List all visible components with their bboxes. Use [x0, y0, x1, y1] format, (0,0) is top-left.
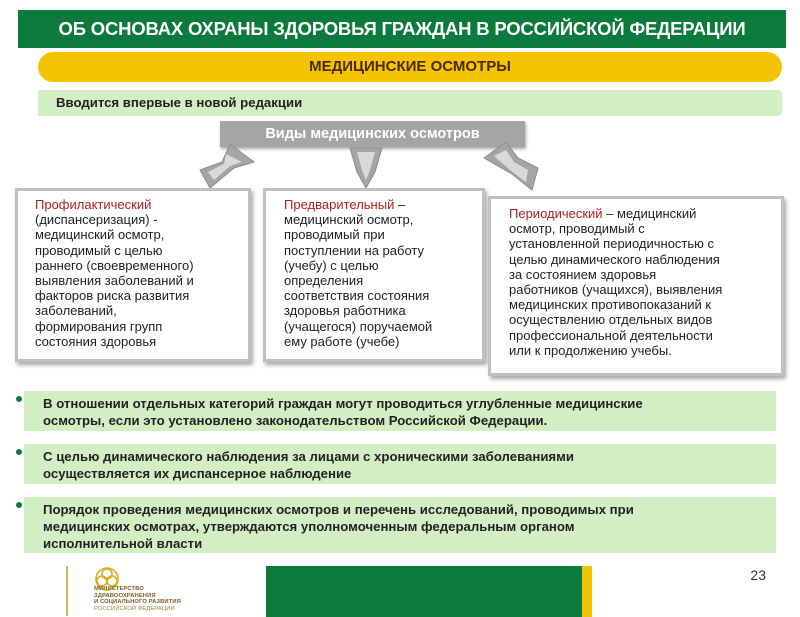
- note-line: Порядок проведения медицинских осмотров и перечень исследований, проводимых при: [43, 502, 634, 517]
- types-header: Виды медицинских осмотров: [220, 121, 525, 147]
- card-line: состояния здоровья: [35, 333, 157, 349]
- card-line: (учащегося) поручаемой: [284, 318, 433, 334]
- card-line: поступлении на работу: [284, 242, 425, 258]
- card-term: Профилактический: [35, 197, 152, 212]
- footer-yellow-block: [582, 566, 592, 617]
- section-subtitle: МЕДИЦИНСКИЕ ОСМОТРЫ: [38, 52, 782, 82]
- card-term-rest: – медицинский: [602, 206, 697, 221]
- card-line: ему работе (учебе): [284, 333, 400, 349]
- card-line: работников (учащихся), выявления: [509, 282, 723, 298]
- ministry-name: [94, 586, 234, 612]
- card-line: соответствия состояния: [284, 288, 430, 304]
- card-line: выявления заболеваний и: [35, 273, 194, 289]
- note-line: осуществляется их диспансерное наблюдение: [43, 466, 352, 481]
- card-line: проводимый с целью: [35, 242, 163, 258]
- note-line: осмотры, если это установлено законодательством Российской Федерации.: [43, 413, 548, 428]
- card-line: раннего (своевременного): [35, 257, 194, 273]
- note-dispensary-observation: [24, 444, 776, 484]
- right-arrow-icon: [480, 138, 546, 194]
- left-arrow-icon: [196, 140, 260, 190]
- card-line: формирования групп: [35, 318, 163, 334]
- card-line: осмотр, проводимый с: [509, 221, 645, 237]
- note-line: С целью динамического наблюдения за лицами с хроническими заболеваниями: [43, 449, 574, 464]
- note-in-depth-exams: [24, 391, 776, 431]
- card-line: за состоянием здоровья: [509, 266, 657, 282]
- note-line: медицинских осмотрах, утверждаются уполномоченным федеральным органом: [43, 519, 575, 534]
- card-line: профессиональной деятельности: [509, 327, 713, 343]
- footer-divider: [66, 566, 68, 616]
- bullet-icon: [16, 396, 22, 402]
- card-periodic: [488, 196, 784, 376]
- card-preventive: [15, 188, 251, 362]
- ministry-line: ЗДРАВООХРАНЕНИЯ: [94, 592, 156, 599]
- card-term-rest: –: [394, 197, 406, 212]
- card-line: медицинский осмотр,: [284, 212, 414, 228]
- note-line: В отношении отдельных категорий граждан могут проводиться углубленные медицинские: [43, 396, 643, 411]
- card-line: факторов риска развития: [35, 288, 190, 304]
- card-line: установленной периодичностью с: [509, 236, 715, 252]
- note-procedure: [24, 497, 776, 553]
- ministry-line: МИНИСТЕРСТВО: [94, 586, 144, 592]
- card-line: проводимый при: [284, 227, 385, 243]
- intro-banner: Вводится впервые в новой редакции: [38, 90, 782, 116]
- page-number: 23: [750, 567, 766, 583]
- card-line: (диспансеризация) -: [35, 212, 158, 228]
- card-term: Предварительный: [284, 197, 395, 212]
- card-line: медицинских противопоказаний к: [509, 297, 712, 313]
- card-line: медицинский осмотр,: [35, 227, 165, 243]
- card-line: здоровья работника: [284, 303, 406, 319]
- footer-green-block: [266, 566, 582, 617]
- card-line: или к продолжению учебы.: [509, 342, 672, 358]
- card-line: заболеваний,: [35, 303, 117, 319]
- card-line: (учебу) с целью: [284, 257, 379, 273]
- ministry-line: И СОЦИАЛЬНОГО РАЗВИТИЯ: [94, 599, 181, 606]
- card-preliminary: [263, 188, 485, 362]
- slide-title: ОБ ОСНОВАХ ОХРАНЫ ЗДОРОВЬЯ ГРАЖДАН В РОССИЙСКОЙ ФЕДЕРАЦИИ: [18, 10, 786, 48]
- center-arrow-icon: [348, 146, 384, 190]
- card-term: Периодический: [509, 206, 603, 221]
- bullet-icon: [16, 449, 22, 455]
- card-line: целью динамического наблюдения: [509, 251, 720, 267]
- note-line: исполнительной власти: [43, 536, 203, 551]
- card-line: осуществлению отдельных видов: [509, 312, 713, 328]
- ministry-line: РОССИЙСКОЙ ФЕДЕРАЦИИ: [94, 605, 175, 612]
- card-line: определения: [284, 273, 364, 289]
- bullet-icon: [16, 502, 22, 508]
